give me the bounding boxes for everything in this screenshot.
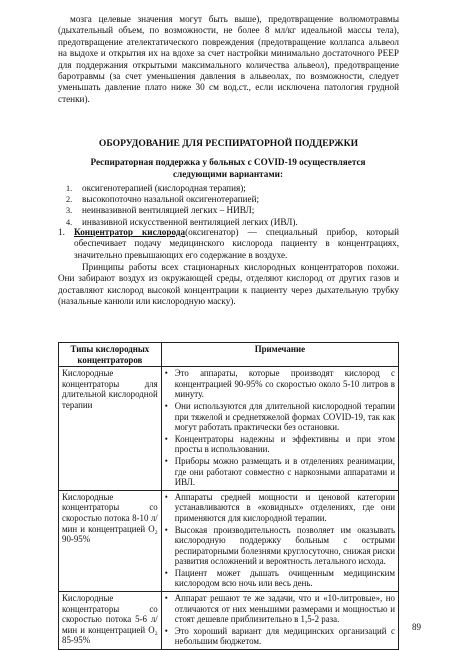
subtitle: Респираторная поддержка у больных с COVID-19 осуществляется следующими вариантами: bbox=[90, 157, 366, 179]
list-text: высокопоточно назальной оксигенотерапией; bbox=[82, 194, 260, 205]
bullet-item: • Аппараты средней мощности и ценовой категории устанавливаются в «ковидных» отделениях, где они применяются для кислородной терапии. bbox=[165, 492, 395, 524]
bullet-item: • Концентраторы надежны и эффективны и при этом просты в использовании. bbox=[165, 434, 395, 455]
concentrator-definition bbox=[58, 227, 399, 261]
list-number: 2. bbox=[66, 195, 73, 205]
bullet-item: • Высокая производительность позволяет им оказывать кислородную поддержку больным с острыми респираторными болезнями круглосуточно, снижая риски развития осложнений и вероятность летального исхода. bbox=[165, 525, 395, 567]
column-header: Примечание bbox=[161, 343, 398, 367]
table-header-row bbox=[59, 343, 399, 367]
notes-cell bbox=[161, 490, 398, 591]
page-number: 89 bbox=[412, 622, 421, 632]
notes-cell bbox=[161, 367, 398, 491]
type-cell: Кислородные концентраторы для длительной кислородной терапии bbox=[59, 367, 162, 491]
term-note: (оксигенатор) bbox=[185, 227, 239, 237]
bullet-item: • Аппарат решают те же задачи, что и «10-литровые», но отличаются от них меньшими размерами и мощностью и стоят дешевле приблизительно в 1,5-2 раза. bbox=[165, 593, 395, 625]
intro-paragraph: мозга целевые значения могут быть выше), предотвращение волюмотравмы (дыхательный объем, по возможности, не более 8 мл/кг идеальной массы тела), предотвращение ателектатического повреждения (предотвращение коллапса альвеол на выдохе и открытия их на вдохе за счет настройки минимально достаточного PEEP для поддержания открытыми максимального количества альвеол), предотвращение баротравмы (за счет уменьшения давления в альвеолах, по возможности, следует уменьшать давление плато ниже 30 см вод.ст., если исключена патология грудной стенки). bbox=[58, 14, 399, 104]
list-item bbox=[66, 183, 396, 194]
table-row bbox=[59, 490, 399, 591]
list-number: 4. bbox=[66, 217, 73, 227]
list-text: инвазивной искусственной вентиляцией легких (ИВЛ). bbox=[82, 216, 298, 227]
definition-text: — специальный прибор, который обеспечивает подачу медицинского кислорода пациенту в концентрациях, значительно превышающих его содержание в воздухе. bbox=[74, 227, 399, 260]
list-number: 1. bbox=[66, 184, 73, 193]
principle-paragraph: Принципы работы всех стационарных кислородных концентраторов похожи. Они забирают воздух из окружающей среды, отделяют кислород от других газов и доставляют кислород высокой концентрации к пациенту через дыхательную трубку (назальные канюли или кислородную маску). bbox=[58, 262, 399, 307]
notes-cell bbox=[161, 592, 398, 650]
table-row bbox=[59, 367, 399, 491]
list-number: 3. bbox=[66, 206, 73, 216]
list-text: оксигенотерапией (кислородная терапия); bbox=[82, 183, 246, 193]
list-text: неинвазивной вентиляцией легких – НИВЛ; bbox=[82, 205, 255, 216]
item-number: 1. bbox=[58, 227, 65, 237]
concentrator-types-table bbox=[58, 342, 399, 650]
variants-list bbox=[66, 183, 396, 228]
type-cell: Кислородные концентраторы со скоростью потока 5-6 л/мин и концентрацией O₂ 85-95% bbox=[59, 592, 162, 650]
column-header: Типы кислородных концентраторов bbox=[59, 343, 162, 367]
bullet-item: • Это хороший вариант для медицинских организаций с небольшим бюджетом. bbox=[165, 626, 395, 647]
bullet-item: • Пациент может дышать очищенным медицинским кислородом всю ночь или весь день. bbox=[165, 568, 395, 589]
table-row bbox=[59, 592, 399, 650]
term: Концентратор кислорода bbox=[74, 227, 186, 237]
bullet-item: • Это аппараты, которые производят кислород с концентрацией 90-95% со скоростью около 5-10 литров в минуту. bbox=[165, 368, 395, 400]
type-cell: Кислородные концентраторы со скоростью потока 8-10 л/мин и концентрацией O₂ 90-95% bbox=[59, 490, 162, 591]
list-item bbox=[66, 194, 396, 205]
bullet-item: • Они используются для длительной кислородной терапии при тяжелой и среднетяжелой формах COVID-19, так как могут работать практически без остановки. bbox=[165, 401, 395, 433]
section-title: ОБОРУДОВАНИЕ ДЛЯ РЕСПИРАТОРНОЙ ПОДДЕРЖКИ bbox=[98, 138, 359, 149]
bullet-item: • Приборы можно размещать и в отделениях реанимации, где они работают совместно с наркозными аппаратами и ИВЛ. bbox=[165, 456, 395, 488]
list-item bbox=[66, 205, 396, 216]
